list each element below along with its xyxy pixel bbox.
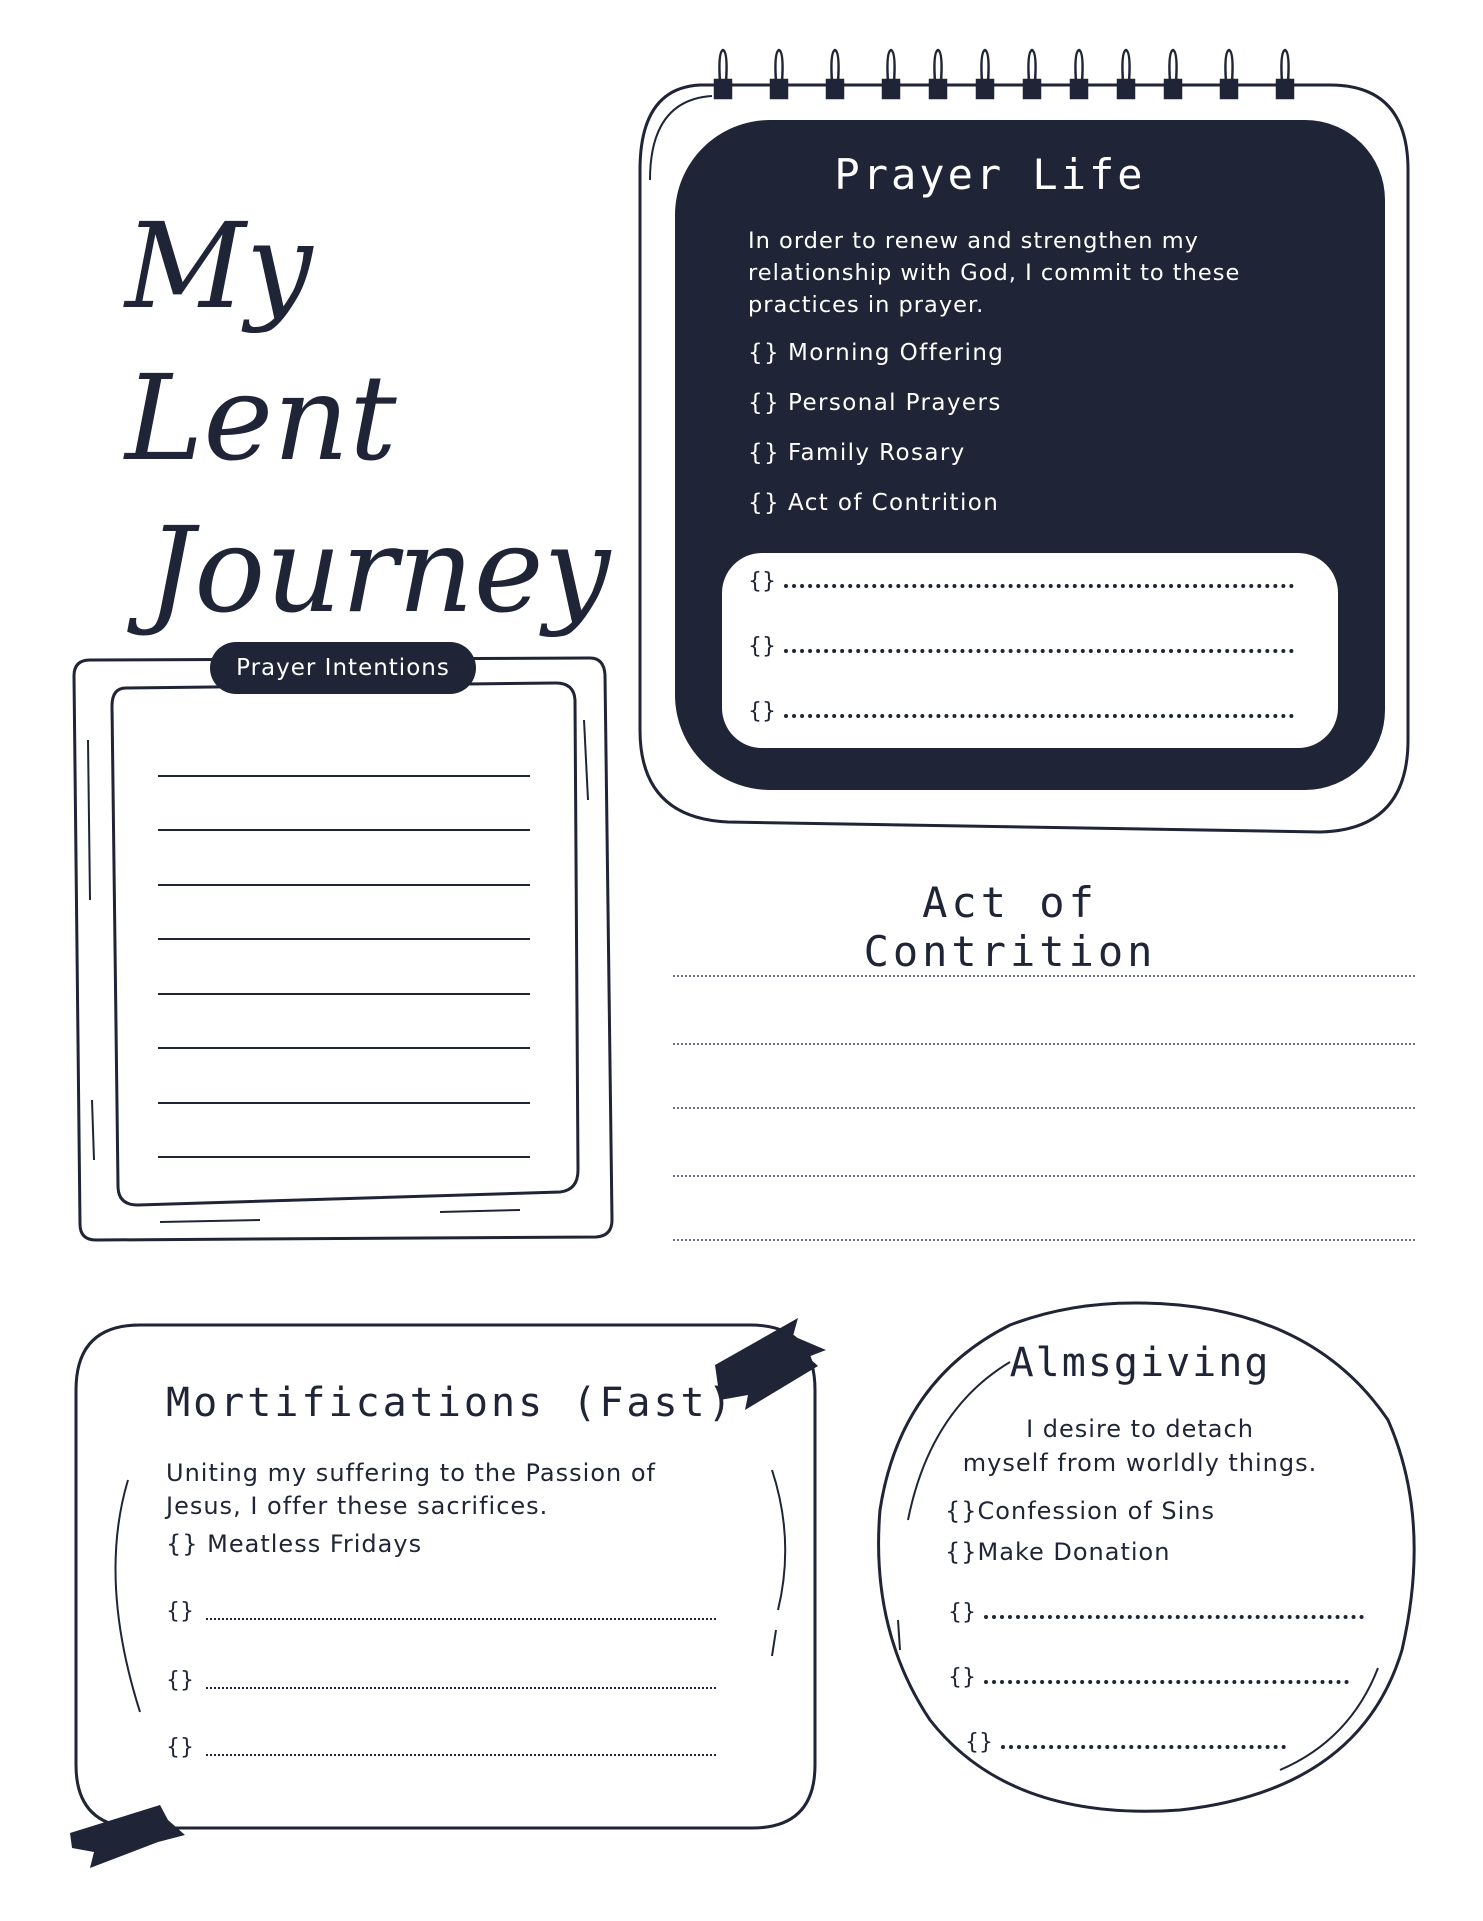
list-item-label: Family Rosary xyxy=(788,440,966,466)
checkbox-symbol: {} xyxy=(748,340,781,366)
prayer-intentions-heading: Prayer Intentions xyxy=(210,642,476,694)
checkbox-symbol: {} xyxy=(948,1600,976,1625)
fill-line xyxy=(984,1607,1364,1619)
act-of-contrition-heading: Act of Contrition xyxy=(863,878,1157,976)
list-item[interactable]: {} Meatless Fridays xyxy=(166,1530,423,1558)
checkbox-symbol: {} xyxy=(748,390,781,416)
checkbox-symbol: {} xyxy=(748,698,776,724)
almsgiving-heading: Almsgiving xyxy=(1009,1340,1271,1386)
checkbox-symbol: {} xyxy=(748,490,781,516)
prayer-life-description: In order to renew and strengthen my relationship with God, I commit to these practices in prayer. xyxy=(748,228,1241,318)
checkbox-symbol: {} xyxy=(166,1668,194,1693)
list-item[interactable]: {}Make Donation xyxy=(945,1538,1171,1566)
prayer-life-heading: Prayer Life xyxy=(834,150,1146,199)
description-line: myself from worldly things. xyxy=(962,1449,1318,1477)
blank-entry[interactable] xyxy=(948,1600,1364,1625)
list-item-label: Personal Prayers xyxy=(788,390,1002,416)
checkbox-symbol: {} xyxy=(748,568,776,594)
fill-line xyxy=(1001,1737,1286,1749)
checkbox-symbol: {} xyxy=(965,1730,993,1755)
list-item-label: Act of Contrition xyxy=(788,490,1000,516)
list-item[interactable]: {}Confession of Sins xyxy=(945,1497,1215,1525)
checkbox-symbol: {} xyxy=(948,1665,976,1690)
fill-line xyxy=(984,1672,1349,1684)
checkbox-symbol: {} xyxy=(166,1599,194,1624)
checkbox-symbol: {} xyxy=(748,440,781,466)
mortifications-description: Uniting my suffering to the Passion of Jesus, I offer these sacrifices. xyxy=(166,1459,656,1520)
list-item-label: Morning Offering xyxy=(788,340,1005,366)
checkbox-symbol: {} xyxy=(748,633,776,659)
mortifications-heading: Mortifications (Fast) xyxy=(166,1380,735,1426)
title-line-2: Journey xyxy=(147,501,611,639)
almsgiving-description xyxy=(940,1412,1340,1480)
title-line-1: My Lent xyxy=(125,197,397,487)
blank-entry[interactable] xyxy=(965,1730,1286,1755)
description-line: I desire to detach xyxy=(1026,1415,1254,1443)
blank-entry[interactable] xyxy=(948,1665,1349,1690)
checkbox-symbol: {} xyxy=(166,1735,194,1760)
